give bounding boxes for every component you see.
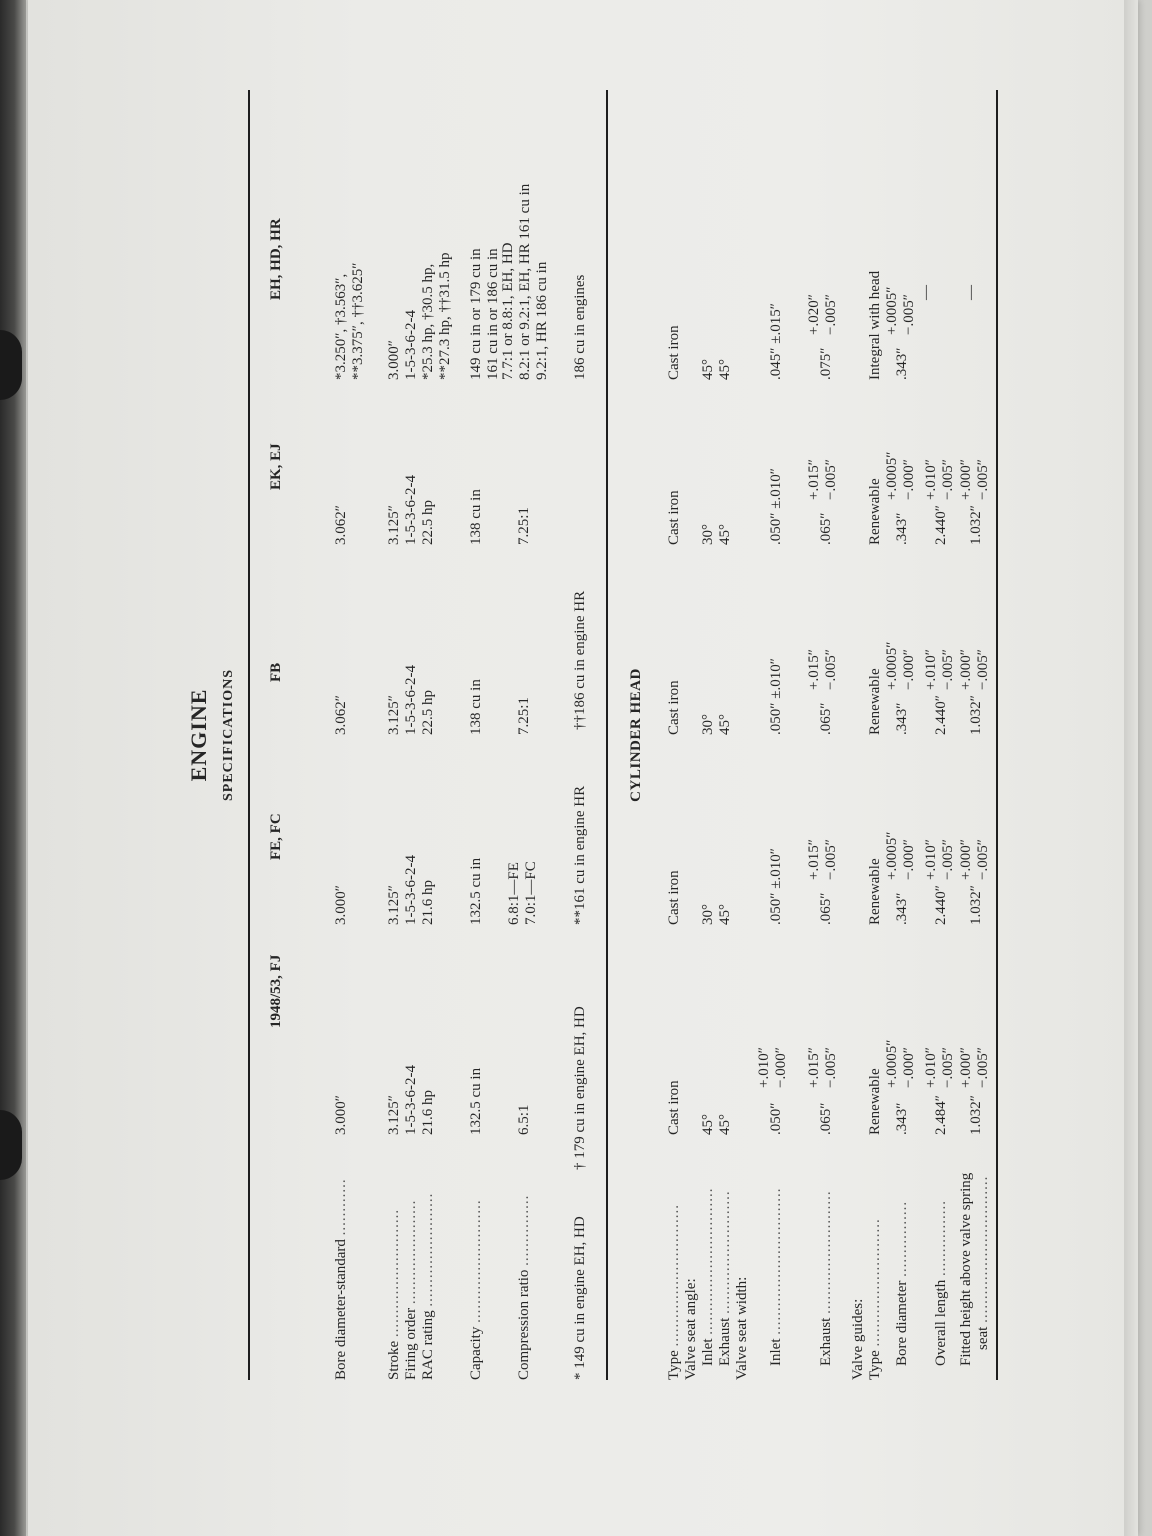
tolerance-plus: +.0005″ [884, 286, 900, 335]
spec-value: Integral with head [867, 270, 883, 380]
spec-label: RAC rating ........................ [420, 1192, 436, 1380]
tolerance-minus: −.005″ [940, 1047, 956, 1088]
tolerance-minus: −.005″ [823, 1047, 839, 1088]
spec-value: 7.25:1 [516, 507, 532, 545]
spec-value: .075″ [818, 347, 834, 380]
spec-value: .065″ [818, 702, 834, 735]
spec-value: 30° [700, 714, 716, 735]
tolerance-minus: −.005″ [940, 839, 956, 880]
spec-group-label: Valve guides: [850, 1298, 866, 1380]
spec-value: 1.032″ [968, 505, 984, 545]
tolerance-minus: −.005″ [975, 1047, 991, 1088]
spec-value: 45° [717, 904, 733, 925]
spec-value: 132.5 cu in [468, 857, 484, 925]
spec-value: Renewable [867, 1068, 883, 1135]
spec-value: 132.5 cu in [468, 1067, 484, 1135]
section-title: CYLINDER HEAD [628, 668, 644, 802]
spec-label: Compression ratio ............... [516, 1194, 532, 1380]
manual-page [28, 0, 1138, 1536]
spec-value: **27.3 hp, ††31.5 hp [437, 252, 453, 380]
spec-value: **3.375″, ††3.625″ [350, 262, 366, 380]
spec-value: 3.000″ [386, 340, 402, 380]
spec-value: *25.3 hp, †30.5 hp, [420, 263, 436, 380]
spec-value: .050″ ±.010″ [768, 468, 784, 545]
spec-value: 138 cu in [468, 489, 484, 545]
spec-value: 3.062″ [333, 695, 349, 735]
spec-label: Fitted height above valve spring [958, 1172, 974, 1366]
tolerance-minus: −.005″ [975, 459, 991, 500]
spec-value: .343″ [894, 347, 910, 380]
spec-value: — [918, 285, 934, 300]
tolerance-plus: +.000″ [958, 459, 974, 500]
footnote: 186 cu in engines [572, 274, 588, 380]
spec-value: 1-5-3-6-2-4 [403, 310, 419, 380]
column-header: FB [268, 662, 284, 682]
spec-value: Renewable [867, 668, 883, 735]
tolerance-minus: −.005″ [975, 649, 991, 690]
tolerance-minus: −.000″ [901, 839, 917, 880]
spec-value: 2.440″ [933, 695, 949, 735]
spec-label: Firing order ...................... [403, 1199, 419, 1380]
spec-value: 1-5-3-6-2-4 [403, 855, 419, 925]
spec-group-label: Valve seat width: [734, 1276, 750, 1380]
tolerance-plus: +.020″ [806, 294, 822, 335]
spec-value: 45° [700, 359, 716, 380]
column-header: EK, EJ [268, 443, 284, 490]
tolerance-plus: +.000″ [958, 1047, 974, 1088]
spec-value: 21.6 hp [420, 880, 436, 925]
tolerance-plus: +.015″ [806, 1047, 822, 1088]
tolerance-minus: −.000″ [901, 649, 917, 690]
page-subtitle: SPECIFICATIONS [221, 669, 236, 801]
rotated-spec-sheet [178, 90, 998, 1380]
tolerance-plus: +.015″ [806, 839, 822, 880]
tolerance-plus: +.010″ [923, 459, 939, 500]
page-title: ENGINE [186, 688, 211, 782]
spec-value: Cast iron [666, 325, 682, 380]
tolerance-minus: −.005″ [901, 294, 917, 335]
footnote: † 179 cu in engine EH, HD [572, 1006, 588, 1170]
tolerance-plus: +.010″ [923, 649, 939, 690]
tolerance-minus: −.000″ [901, 459, 917, 500]
spec-value: .045″ ±.015″ [768, 303, 784, 380]
section-rule [606, 90, 608, 1380]
tolerance-plus: +.000″ [958, 839, 974, 880]
spec-value: 45° [700, 1114, 716, 1135]
spec-value: Cast iron [666, 870, 682, 925]
spec-label: Overall length ................ [933, 1200, 949, 1366]
spec-value: 2.440″ [933, 885, 949, 925]
spec-value: 1-5-3-6-2-4 [403, 1065, 419, 1135]
spec-value: 3.125″ [386, 885, 402, 925]
top-rule [248, 90, 250, 1380]
footnote: * 149 cu in engine EH, HD [572, 1216, 588, 1380]
binding-hole [0, 1110, 22, 1180]
spec-value: 1-5-3-6-2-4 [403, 665, 419, 735]
spec-value: 1.032″ [968, 695, 984, 735]
spec-value: 45° [717, 714, 733, 735]
spec-value: — [963, 285, 979, 300]
spec-group-label: Valve seat angle: [683, 1278, 699, 1380]
spec-value: .065″ [818, 1102, 834, 1135]
spec-value: 7.7:1 or 8.8:1, EH, HD [500, 242, 516, 380]
spec-value: 30° [700, 904, 716, 925]
spec-label: Type ........................... [867, 1218, 883, 1380]
spec-label: Inlet ............................... [768, 1187, 784, 1366]
spec-label: Inlet ............................... [700, 1187, 716, 1366]
tolerance-plus: +.000″ [958, 649, 974, 690]
spec-value: 3.125″ [386, 695, 402, 735]
page-edge [1124, 0, 1138, 1536]
spec-value: 1.032″ [968, 885, 984, 925]
tolerance-plus: +.010″ [923, 839, 939, 880]
tolerance-plus: +.0005″ [884, 451, 900, 500]
spec-value: 8.2:1 or 9.2:1, EH, HR 161 cu in [517, 183, 533, 380]
spec-value: 45° [717, 359, 733, 380]
tolerance-minus: −.005″ [823, 649, 839, 690]
tolerance-minus: −.000″ [901, 1047, 917, 1088]
spec-label: Bore diameter ................ [894, 1200, 910, 1366]
spec-value: .050″ [768, 1102, 784, 1135]
spec-value: Renewable [867, 858, 883, 925]
spec-value: 7.0:1—FC [523, 861, 539, 925]
spec-value: .343″ [894, 892, 910, 925]
spec-label: Bore diameter-standard ............ [333, 1178, 349, 1380]
spec-value: Cast iron [666, 680, 682, 735]
tolerance-minus: −.000″ [773, 1047, 789, 1088]
spec-value: 22.5 hp [420, 500, 436, 545]
spec-value: 9.2:1, HR 186 cu in [534, 261, 550, 380]
spec-value: *3.250″, †3.563″, [333, 273, 349, 380]
spec-value: 7.25:1 [516, 697, 532, 735]
spec-label: Type .............................. [666, 1203, 682, 1380]
tolerance-minus: −.005″ [940, 459, 956, 500]
tolerance-minus: −.005″ [823, 294, 839, 335]
footnote: ††186 cu in engine HR [572, 590, 588, 730]
spec-label: seat ............................... [975, 1175, 991, 1350]
tolerance-minus: −.005″ [823, 839, 839, 880]
spec-value: 6.8:1—FE [506, 862, 522, 925]
spec-value: 2.440″ [933, 505, 949, 545]
tolerance-plus: +.015″ [806, 459, 822, 500]
spec-value: 3.062″ [333, 505, 349, 545]
spec-value: 3.000″ [333, 1095, 349, 1135]
spec-value: 1.032″ [968, 1095, 984, 1135]
tolerance-minus: −.005″ [940, 649, 956, 690]
tolerance-minus: −.005″ [975, 839, 991, 880]
spec-value: 2.484″ [933, 1095, 949, 1135]
tolerance-plus: +.0005″ [884, 1039, 900, 1088]
spec-value: .065″ [818, 512, 834, 545]
spec-label: Exhaust .......................... [717, 1190, 733, 1366]
tolerance-plus: +.0005″ [884, 831, 900, 880]
spec-value: 149 cu in or 179 cu in [468, 248, 484, 380]
column-header: FE, FC [268, 813, 284, 860]
spec-value: 3.125″ [386, 1095, 402, 1135]
tolerance-plus: +.0005″ [884, 641, 900, 690]
spec-value: .050″ ±.010″ [768, 658, 784, 735]
spec-value: 161 cu in or 186 cu in [485, 248, 501, 380]
spec-label: Capacity .......................... [468, 1199, 484, 1380]
spec-label: Stroke ........................... [386, 1208, 402, 1380]
tolerance-plus: +.010″ [923, 1047, 939, 1088]
footnote: **161 cu in engine HR [572, 785, 588, 925]
spec-value: .050″ ±.010″ [768, 848, 784, 925]
spec-value: Cast iron [666, 1080, 682, 1135]
spec-value: 45° [717, 1114, 733, 1135]
bottom-rule [996, 90, 998, 1380]
spec-value: 1-5-3-6-2-4 [403, 475, 419, 545]
tolerance-minus: −.005″ [823, 459, 839, 500]
spec-value: .343″ [894, 512, 910, 545]
spec-value: 21.6 hp [420, 1090, 436, 1135]
spec-value: Cast iron [666, 490, 682, 545]
spec-value: .343″ [894, 1102, 910, 1135]
spec-value: 22.5 hp [420, 690, 436, 735]
spec-value: 45° [717, 524, 733, 545]
spec-value: 138 cu in [468, 679, 484, 735]
page-binding [0, 0, 26, 1536]
spec-value: .343″ [894, 702, 910, 735]
column-header: 1948/53, FJ [268, 954, 284, 1028]
binding-hole [0, 330, 22, 400]
spec-value: .065″ [818, 892, 834, 925]
spec-value: Renewable [867, 478, 883, 545]
spec-value: 3.125″ [386, 505, 402, 545]
tolerance-plus: +.015″ [806, 649, 822, 690]
spec-value: 30° [700, 524, 716, 545]
spec-value: 3.000″ [333, 885, 349, 925]
tolerance-plus: +.010″ [756, 1047, 772, 1088]
spec-value: 6.5:1 [516, 1104, 532, 1135]
column-header: EH, HD, HR [268, 218, 284, 300]
spec-label: Exhaust .......................... [818, 1190, 834, 1366]
